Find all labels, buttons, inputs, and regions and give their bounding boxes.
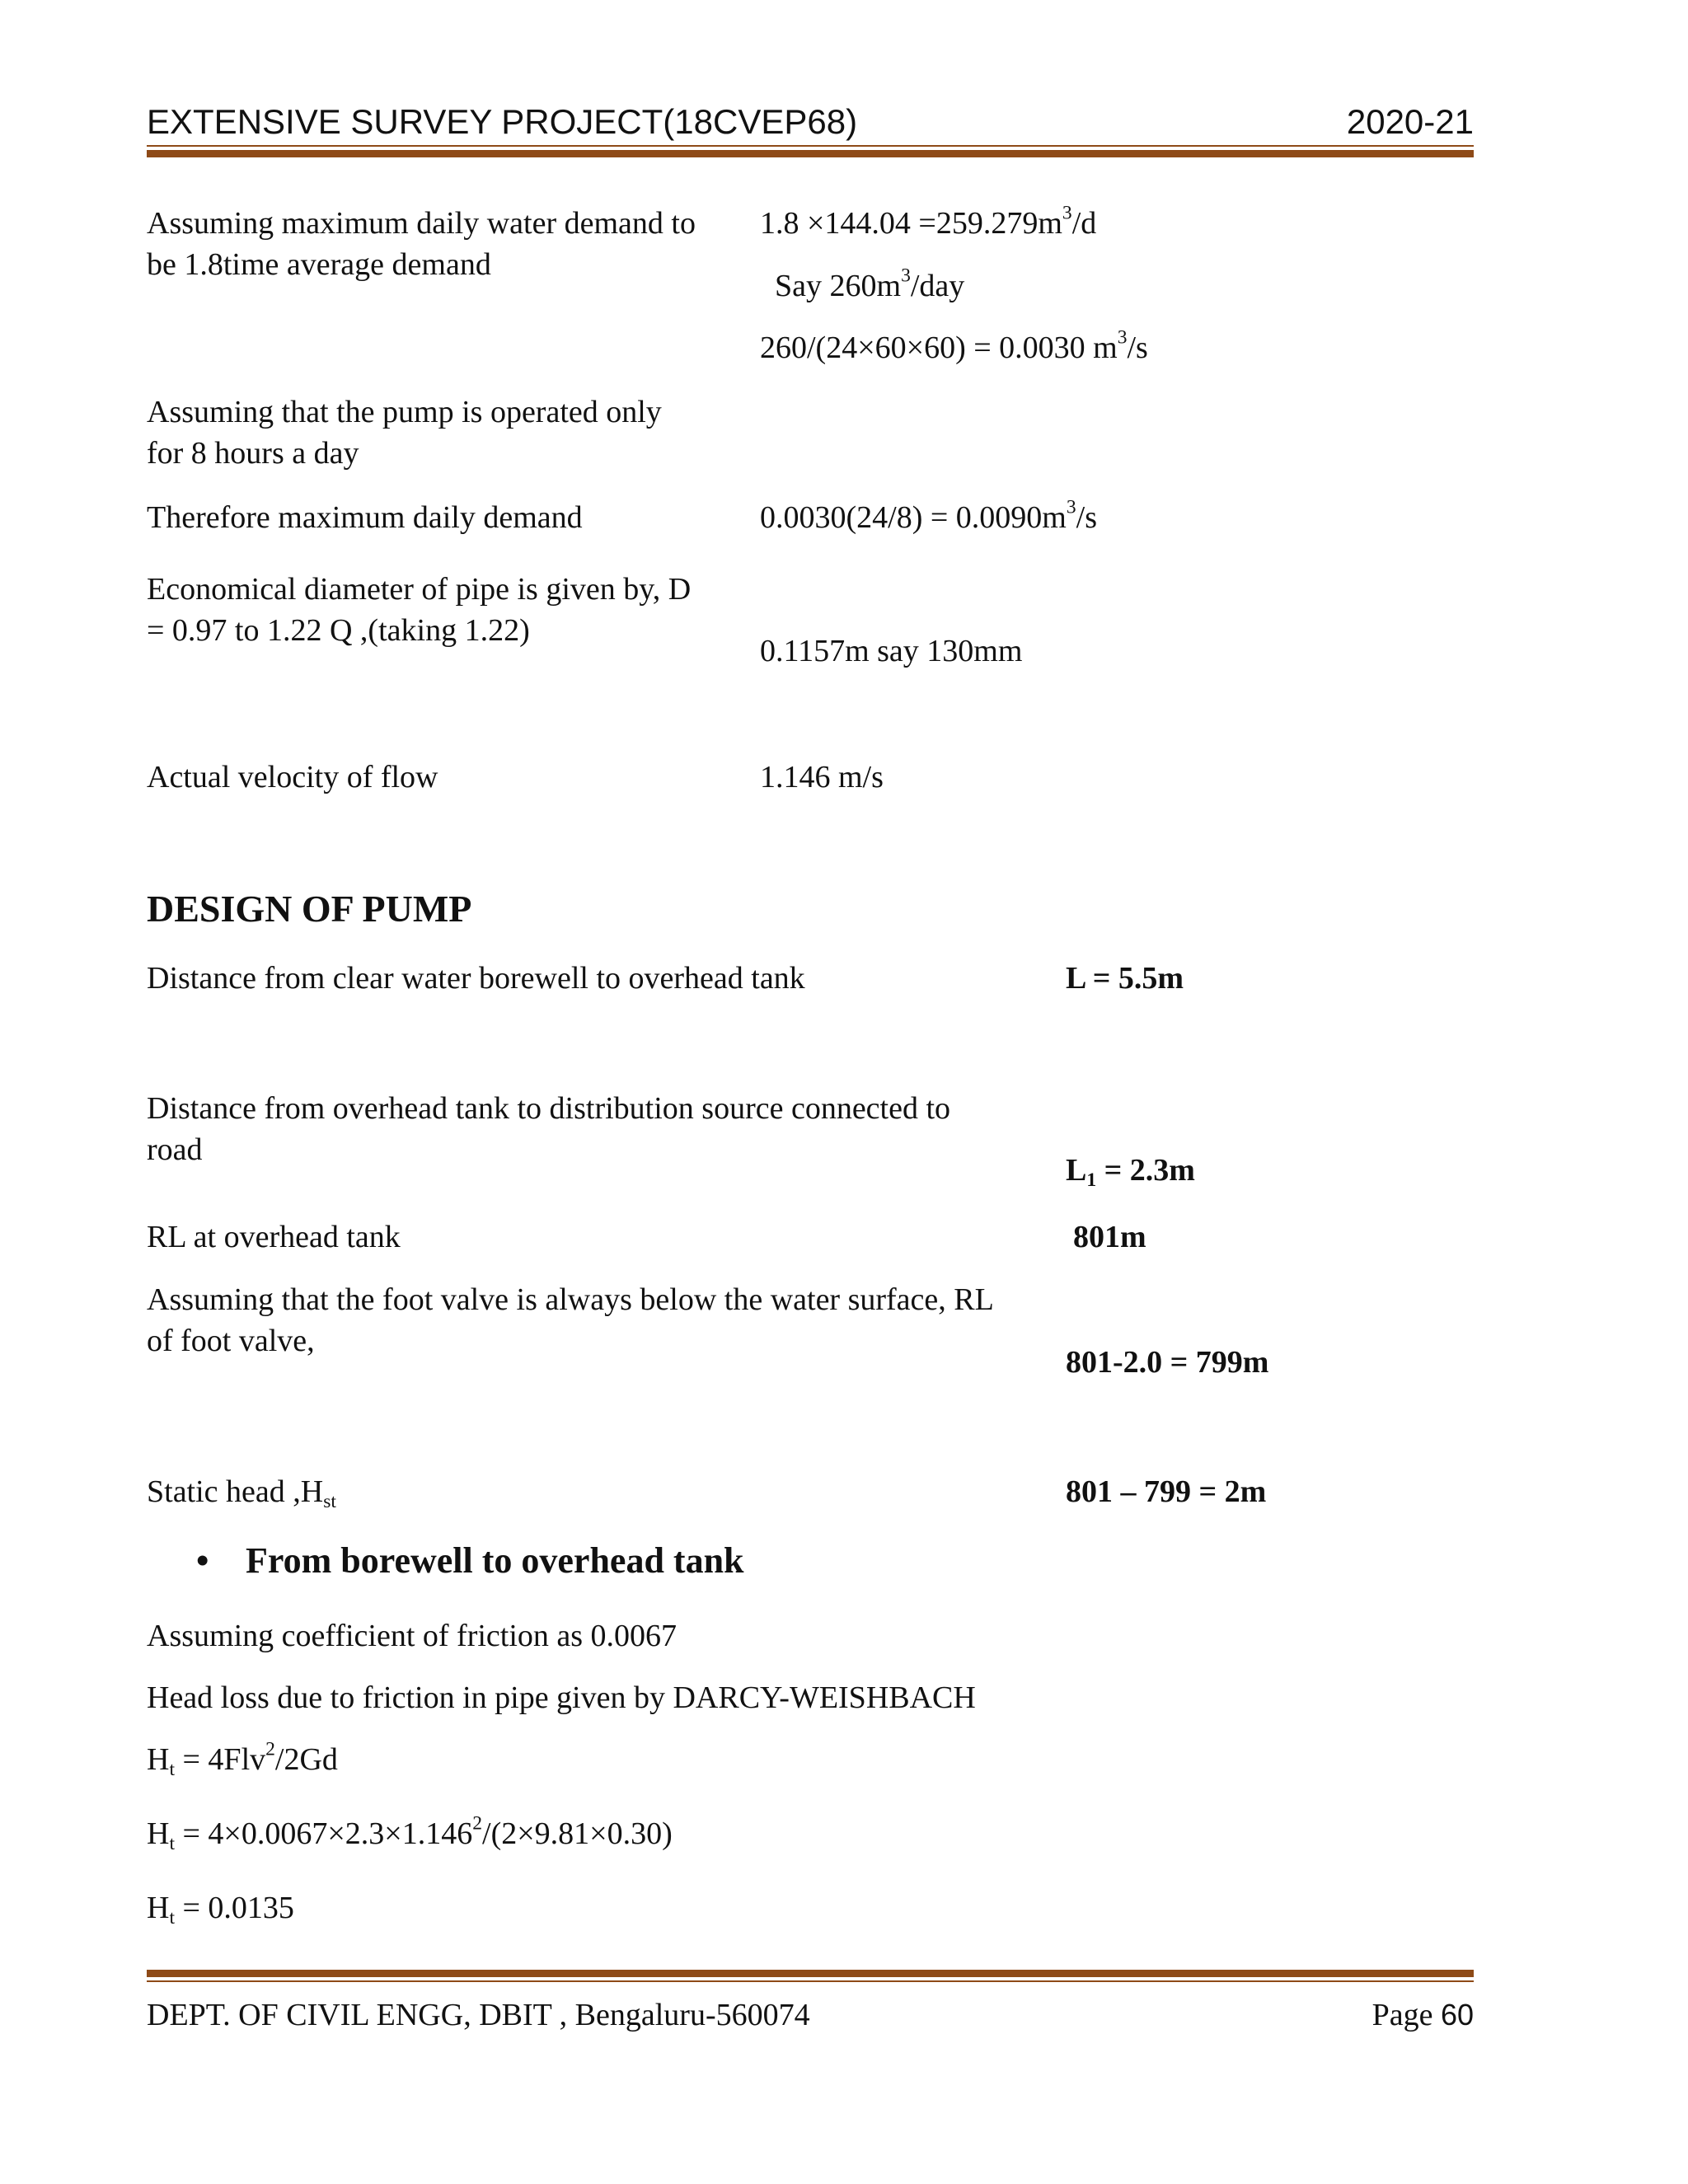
equation-3: $H_t = 0.0135$ <box>147 1891 294 1929</box>
distance-label: Distance from clear water borewell to overhead tank <box>147 961 805 996</box>
friction-coefficient: Assuming coefficient of friction as 0.0067 <box>147 1619 678 1653</box>
max-demand-label-1: Assuming maximum daily water demand to <box>147 206 696 241</box>
therefore-calc: $0.0030(24/8) = 0.0090m^3/s$ <box>760 496 1097 535</box>
distance2-value: $L_1 = 2.3m$ <box>1066 1153 1195 1192</box>
velocity-label: Actual velocity of flow <box>147 760 438 794</box>
rl-label: RL at overhead tank <box>147 1220 401 1254</box>
footer-rule-thin <box>147 1980 1474 1982</box>
header-rule-thin <box>147 145 1474 147</box>
economical-label-2: = 0.97 to 1.22 Q ,(taking 1.22) <box>147 613 530 648</box>
max-demand-label-2: be 1.8time average demand <box>147 247 491 282</box>
footer-page-number: 60 <box>1440 1998 1474 2032</box>
static-head-value: 801 – 799 = 2m <box>1066 1474 1267 1509</box>
foot-value: 801-2.0 = 799m <box>1066 1345 1269 1380</box>
economical-label-1: Economical diameter of pipe is given by, D <box>147 572 692 607</box>
header-year: 2020-21 <box>1346 102 1474 141</box>
velocity-value: 1.146 m/s <box>760 760 884 794</box>
say-value: Say $260m^3$/day <box>775 265 965 303</box>
distance2-label-2: road <box>147 1132 203 1167</box>
bullet-heading: From borewell to overhead tank <box>246 1540 744 1581</box>
equation-2: $H_t = 4\times 0.0067\times 2.3\times 1.146^2/(2\times 9.81\times 0.30)$ <box>147 1812 673 1855</box>
pump-hours-label-1: Assuming that the pump is operated only <box>147 395 662 429</box>
section-heading: DESIGN OF PUMP <box>147 888 472 930</box>
header-title: EXTENSIVE SURVEY PROJECT(18CVEP68) <box>147 102 858 141</box>
max-demand-calc: $1.8 \times 144.04 =259.279m^3/d$ <box>760 202 1097 241</box>
headloss-label: Head loss due to friction in pipe given by DARCY-WEISHBACH <box>147 1680 976 1715</box>
foot-label-1: Assuming that the foot valve is always below the water surface, RL <box>147 1282 994 1317</box>
foot-label-2: of foot valve, <box>147 1324 315 1358</box>
header-rule-thick <box>147 150 1474 157</box>
rl-value: 801m <box>1073 1220 1146 1254</box>
economical-value: 0.1157m say 130mm <box>760 634 1023 668</box>
distance2-label-1: Distance from overhead tank to distribution source connected to <box>147 1091 951 1126</box>
equation-1: $H_t = 4Flv^2/2Gd$ <box>147 1738 338 1781</box>
per-sec-calc: 260/(24×60×60) = 0.0030 $m^3/s$ <box>760 326 1148 365</box>
footer-dept: DEPT. OF CIVIL ENGG, DBIT , Bengaluru-560074 <box>147 1998 810 2032</box>
footer-page <box>1372 1994 1474 2036</box>
static-head-label: Static head $,H_{st}$ <box>147 1474 336 1513</box>
distance-value: L = 5.5m <box>1066 961 1184 996</box>
footer-page-label: Page <box>1372 1998 1441 2032</box>
pump-hours-label-2: for 8 hours a day <box>147 436 359 471</box>
footer-rule-thick <box>147 1970 1474 1977</box>
therefore-label: Therefore maximum daily demand <box>147 500 583 535</box>
bullet-dot: • <box>196 1540 209 1581</box>
